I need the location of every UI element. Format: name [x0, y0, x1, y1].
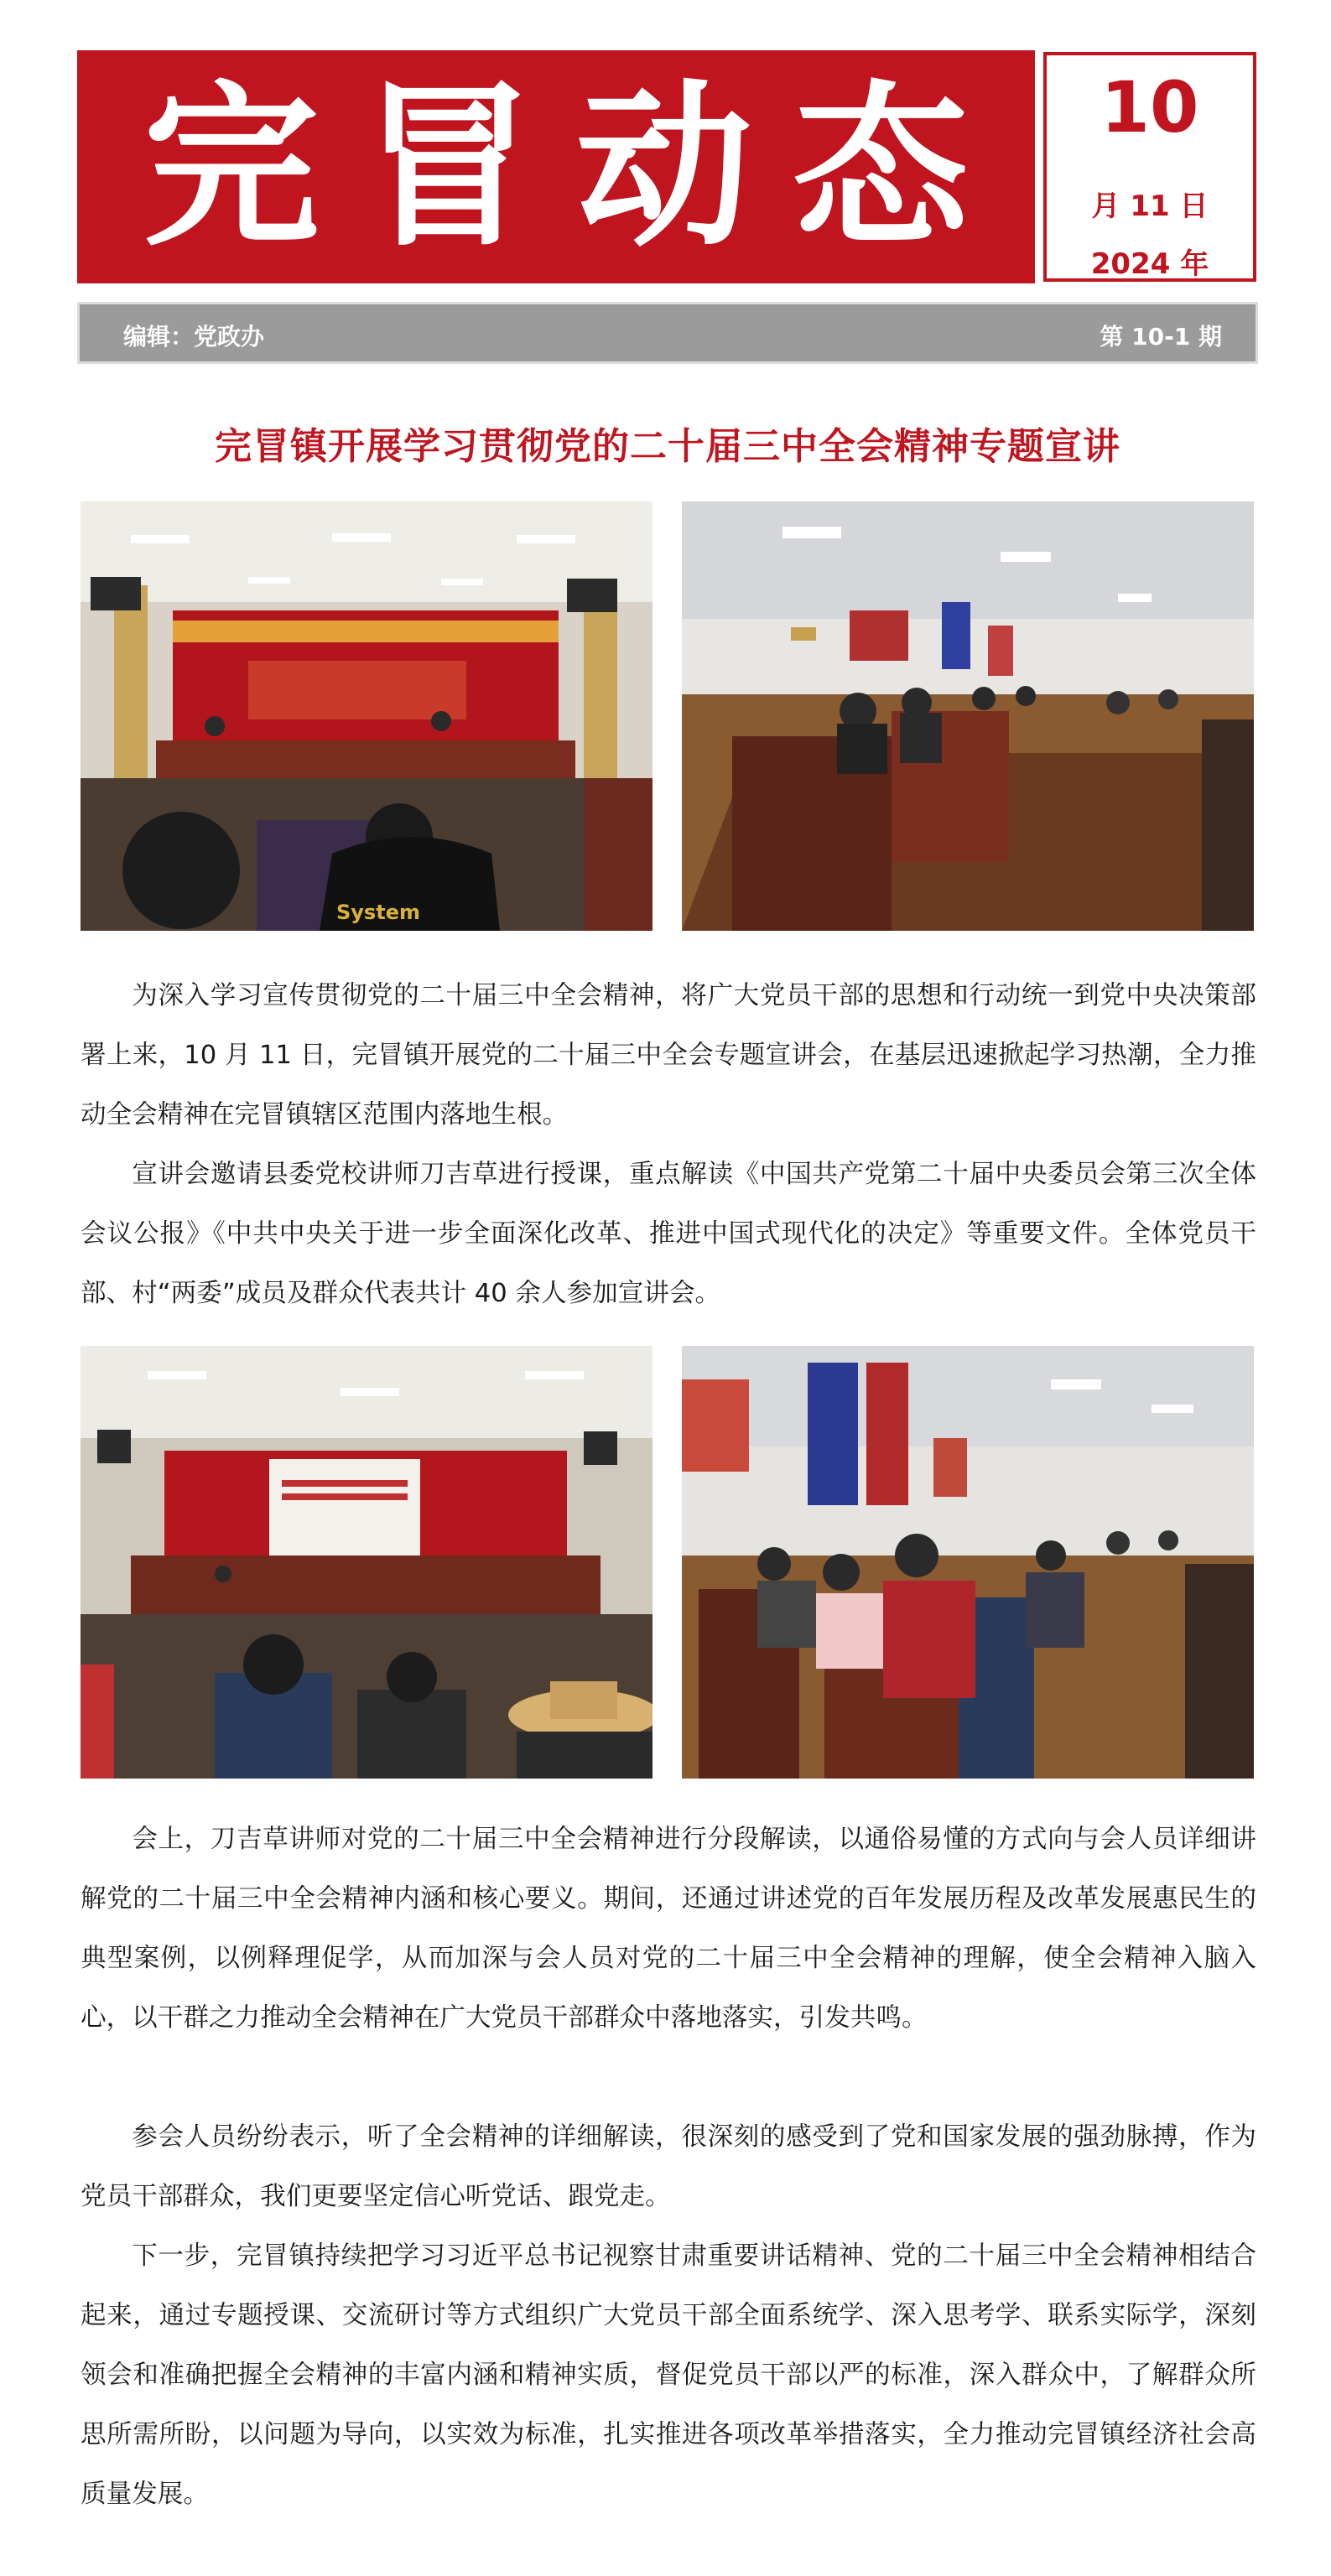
article-paragraph: 参会人员纷纷表示，听了全会精神的详细解读，很深刻的感受到了党和国家发展的强劲脉搏，作为党员干部群众，我们更要坚定信心听党话、跟党走。 [81, 2122, 1256, 2211]
article-headline: 完冒镇开展学习贯彻党的二十届三中全会精神专题宣讲 [215, 425, 1120, 468]
article-paragraph: 会上，刀吉草讲师对党的二十届三中全会精神进行分段解读，以通俗易懂的方式向与会人员详细讲解党的二十届三中全会精神内涵和核心要义。期间，还通过讲述党的百年发展历程及改革发展惠民生的典型案例，以例释理促学，从而加深与会人员对党的二十届三中全会精神的理解，使全会精神入脑入心，以干群之力推动全会精神在广大党员干部群众中落地落实，引发共鸣。 [81, 1825, 1256, 2033]
meeting-photo-screen [81, 1346, 653, 1779]
issue-year: 2024 年 [1090, 247, 1209, 281]
info-bar [77, 302, 1258, 364]
article-paragraph: 为深入学习宣传贯彻党的二十届三中全会精神，将广大党员干部的思想和行动统一到党中央决策部署上来，10 月 11 日，完冒镇开展党的二十届三中全会专题宣讲会，在基层迅速掀起学习热潮，全力推动全会精神在完冒镇辖区范围内落地生根。 [81, 981, 1256, 1130]
issue-label: 第 10-1 期 [1100, 323, 1222, 351]
meeting-photo-discussion [682, 1346, 1254, 1779]
jacket-text: System [336, 901, 420, 924]
issue-month-day: 月 11 日 [1091, 190, 1209, 223]
masthead-title: 完冒动态 [143, 63, 1009, 270]
issue-number: 10 [1100, 66, 1199, 148]
editor-label: 编辑：党政办 [123, 323, 265, 351]
article-paragraph: 下一步，完冒镇持续把学习习近平总书记视察甘肃重要讲话精神、党的二十届三中全会精神相结合起来，通过专题授课、交流研讨等方式组织广大党员干部全面系统学、深入思考学、联系实际学，深刻领会和准确把握全会精神的丰富内涵和精神实质，督促党员干部以严的标准，深入群众中，了解群众所思所需所盼，以问题为导向，以实效为标准，扎实推进各项改革举措落实，全力推动完冒镇经济社会高质量发展。 [81, 2241, 1256, 2509]
article-paragraph: 宣讲会邀请县委党校讲师刀吉草进行授课，重点解读《中国共产党第二十届中央委员会第三次全体会议公报》《中共中央关于进一步全面深化改革、推进中国式现代化的决定》等重要文件。全体党员干部、村“两委”成员及群众代表共计 40 余人参加宣讲会。 [81, 1160, 1256, 1308]
masthead-banner [77, 50, 1035, 283]
meeting-photo-podium [81, 501, 653, 931]
meeting-photo-audience [682, 501, 1254, 931]
issue-date-box [1043, 52, 1256, 282]
